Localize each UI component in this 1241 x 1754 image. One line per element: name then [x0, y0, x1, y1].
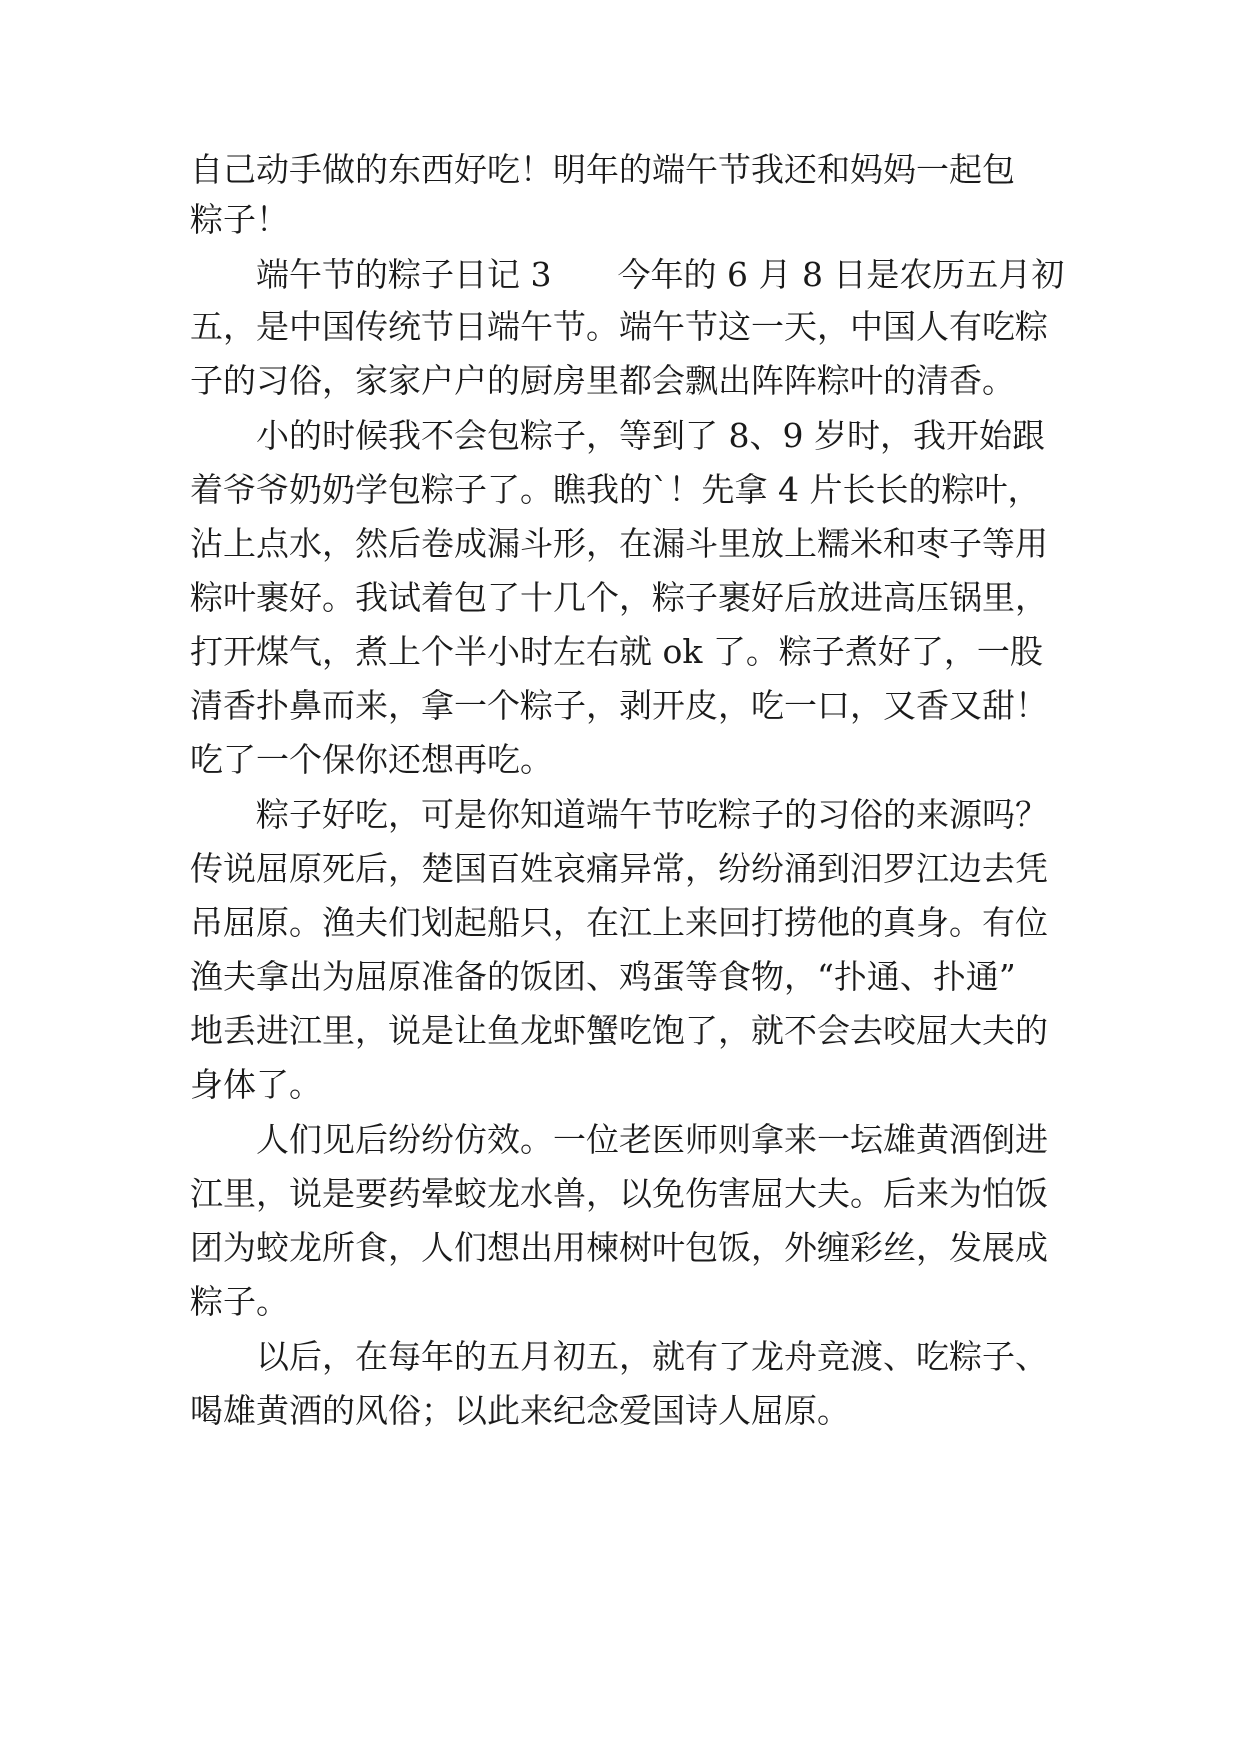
text-line: 身体了。	[190, 1065, 322, 1104]
text-line: 吊屈原。渔夫们划起船只，在江上来回打捞他的真身。有位	[190, 903, 1048, 942]
text-line: 地丢进江里，说是让鱼龙虾蟹吃饱了，就不会去咬屈大夫的	[190, 1011, 1048, 1050]
paragraph-start-line: 人们见后纷纷仿效。一位老医师则拿来一坛雄黄酒倒进	[256, 1120, 1048, 1159]
paragraph-start-line: 粽子好吃，可是你知道端午节吃粽子的习俗的来源吗？	[256, 795, 1048, 834]
paragraph-start-line: 以后，在每年的五月初五，就有了龙舟竞渡、吃粽子、	[256, 1337, 1048, 1376]
text-line: 清香扑鼻而来，拿一个粽子，剥开皮，吃一口，又香又甜！	[190, 686, 1048, 725]
text-line: 团为蛟龙所食，人们想出用楝树叶包饭，外缠彩丝，发展成	[190, 1228, 1048, 1267]
text-line: 五，是中国传统节日端午节。端午节这一天，中国人有吃粽	[190, 307, 1048, 346]
text-line: 沾上点水，然后卷成漏斗形，在漏斗里放上糯米和枣子等用	[190, 524, 1048, 563]
text-line: 江里，说是要药晕蛟龙水兽，以免伤害屈大夫。后来为怕饭	[190, 1174, 1048, 1213]
text-line: 传说屈原死后，楚国百姓哀痛异常，纷纷涌到汨罗江边去凭	[190, 849, 1048, 888]
text-line: 粽叶裹好。我试着包了十几个，粽子裹好后放进高压锅里，	[190, 578, 1048, 617]
text-line: 子的习俗，家家户户的厨房里都会飘出阵阵粽叶的清香。	[190, 361, 1015, 400]
text-line: 吃了一个保你还想再吃。	[190, 740, 553, 779]
diary-heading-line: 端午节的粽子日记 3 今年的 6 月 8 日是农历五月初	[256, 255, 1065, 294]
text-line: 粽子！	[190, 200, 289, 239]
text-line: 着爷爷奶奶学包粽子了。瞧我的`！先拿 4 片长长的粽叶，	[190, 470, 1041, 509]
text-line: 渔夫拿出为屈原准备的饭团、鸡蛋等食物，“扑通、扑通”	[190, 957, 1016, 996]
paragraph-start-line: 小的时候我不会包粽子，等到了 8、9 岁时，我开始跟	[256, 416, 1045, 455]
text-line: 喝雄黄酒的风俗；以此来纪念爱国诗人屈原。	[190, 1391, 850, 1430]
text-line: 打开煤气，煮上个半小时左右就 ok 了。粽子煮好了，一股	[190, 632, 1043, 671]
text-line: 粽子。	[190, 1282, 289, 1321]
text-line: 自己动手做的东西好吃！明年的端午节我还和妈妈一起包	[190, 150, 1015, 189]
